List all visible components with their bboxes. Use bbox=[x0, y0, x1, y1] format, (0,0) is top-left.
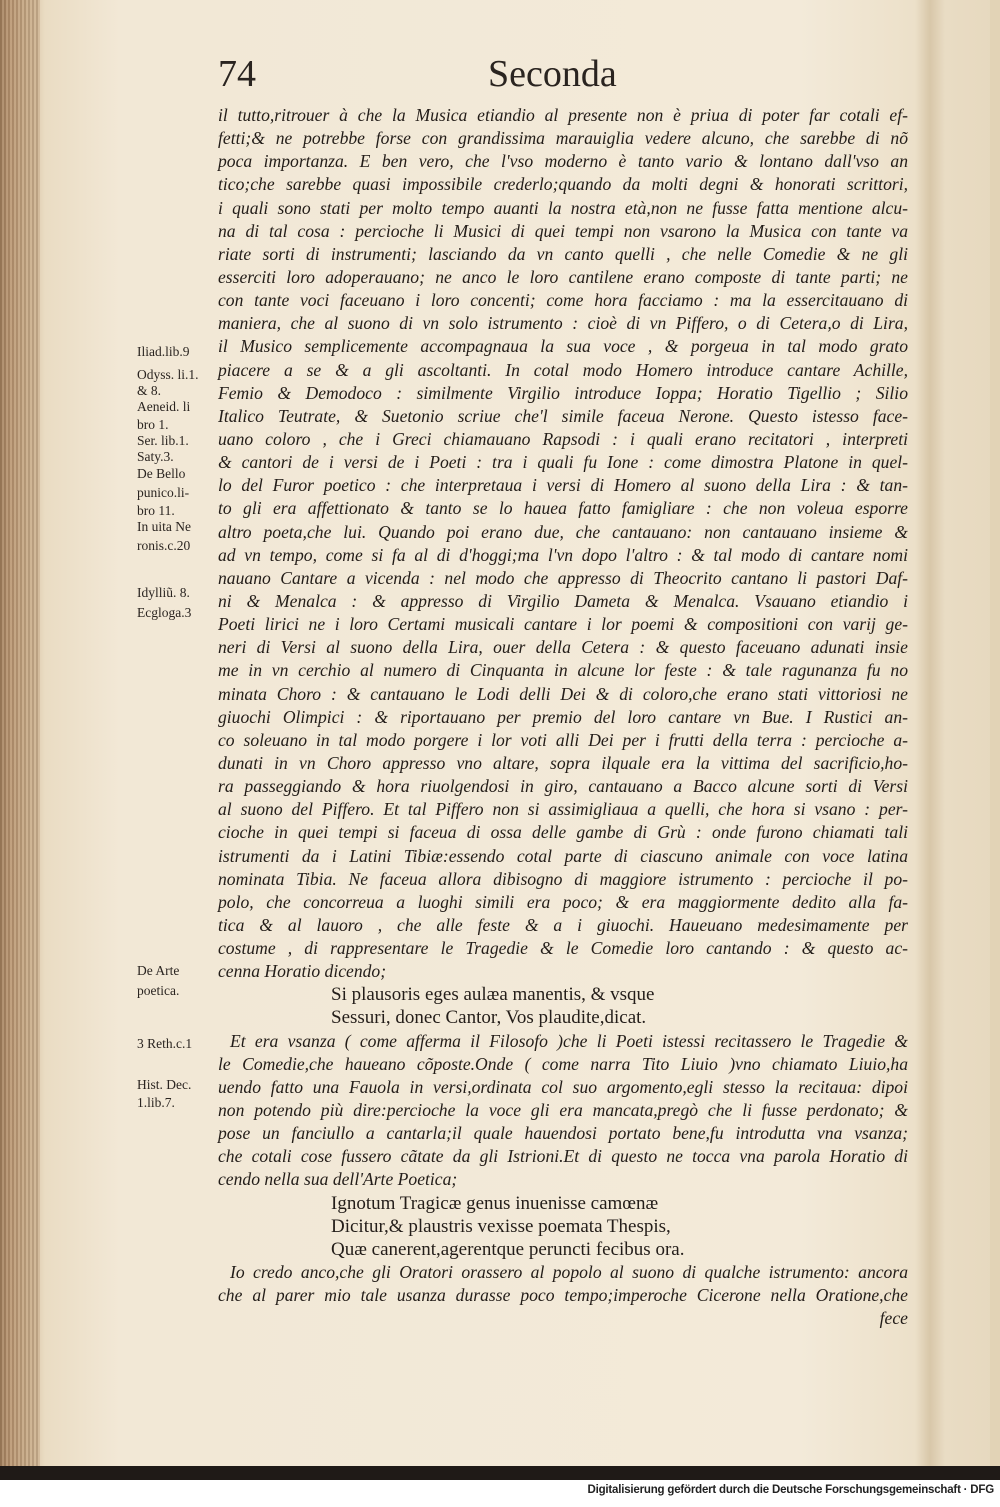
marginal-note: De Bello bbox=[137, 466, 186, 481]
marginal-note: Iliad.lib.9 bbox=[137, 344, 190, 359]
verse-line: Ignotum Tragicæ genus inuenisse camœnæ bbox=[331, 1192, 659, 1214]
marginal-note: punico.li- bbox=[137, 485, 190, 500]
running-title: Seconda bbox=[488, 53, 617, 95]
text-line: to gli era affettionato & tanto se lo hauea fatto famigliare : che non voleua esporre bbox=[218, 498, 908, 519]
text-line: che al parer mio tale usanza durasse poco tempo;imperoche Cicerone nella Oratione,che bbox=[218, 1285, 908, 1306]
text-line: altro poeta,che lui. Quando poi erano due, che cantauano: non cantauano insieme & bbox=[218, 521, 908, 542]
marginal-note: & 8. bbox=[137, 383, 162, 398]
text-line: nauano Cantare a vicenda : nel modo che appresso di Theocrito cantano li pastori Daf- bbox=[218, 567, 908, 588]
text-line: pose un fanciullo a cantarla;il quale hauendosi portato bene,fu introdutta vna vsanza; bbox=[218, 1123, 908, 1144]
text-line: Poeti lirici ne i loro Certami musicali cantare i lor poemi & compositioni con varij ge- bbox=[218, 614, 908, 635]
text-line: me in vn cerchio al numero di Cinquanta in alcune lor feste : & tale ragunanza fu no bbox=[218, 660, 908, 681]
text-line: cendo nella sua dell'Arte Poetica; bbox=[218, 1169, 458, 1190]
marginal-note: Odyss. li.1. bbox=[137, 367, 199, 382]
text-line: lo del Furor poetico : che interpretaua i versi di Homero al suono della Lira : & tan- bbox=[218, 475, 908, 496]
text-line: Femio & Demodoco : similmente Virgilio introduce Ioppa; Horatio Tigellio ; Silio bbox=[218, 382, 908, 403]
running-head bbox=[218, 52, 908, 96]
adjacent-page-edge bbox=[990, 0, 1000, 1466]
text-line: neri di Versi al suono della Lira, ouer della Cetera : & questo faceuano adunati insie bbox=[218, 637, 908, 658]
text-line: esserciti loro adoperauano; ne anco le loro cantilene erano composte di tante parti; ne bbox=[218, 266, 908, 287]
text-line: cenna Horatio dicendo; bbox=[218, 961, 387, 982]
text-line: tica & al lauoro , che alle feste & a i giuochi. Haueuano medesimamente per bbox=[218, 914, 908, 935]
verse-line: Quæ canerent,agerentque peruncti fecibus ora. bbox=[331, 1238, 685, 1260]
text-line: ad vn tempo, come si fa al di d'hoggi;ma l'vn dopo l'altro : & tal modo di cantare nomi bbox=[218, 544, 908, 565]
text-line: dunati in vn Choro appresso vno altare, sopra ilquale era la vittima del sacrificio,ho- bbox=[218, 752, 908, 773]
text-line: non potendo più dire:percioche la voce gli era mancata,pregò che li fusse perdonato; & bbox=[218, 1100, 908, 1121]
marginal-note: ronis.c.20 bbox=[137, 538, 191, 553]
marginal-note: 1.lib.7. bbox=[137, 1095, 175, 1110]
text-line: fetti;& ne potrebbe forse con grandissima marauiglia vedere alcuno, che sarebbe di nõ bbox=[218, 128, 908, 149]
text-line: & cantori de i versi de i Poeti : tra i quali fu Ione : come dimostra Platone in quel- bbox=[218, 452, 908, 473]
text-line: uendo fatto una Fauola in versi,ordinata col suo argomento,egli stesso la recitaua: dipoi bbox=[218, 1076, 908, 1097]
text-line: polo, che concorreua a luoghi simili era poco; & era maggiormente dedito alla fa- bbox=[218, 891, 908, 912]
text-line: ra passeggiando & hora riuolgendosi in giro, cantauano a Bacco alcune sorti di Versi bbox=[218, 776, 908, 797]
text-line: nominata Tibia. Ne faceua allora dibisogno di maggiore istrumento : percioche il po- bbox=[218, 868, 908, 889]
marginal-note: Ecgloga.3 bbox=[137, 605, 192, 620]
text-line: fece bbox=[879, 1308, 908, 1329]
marginal-note: Saty.3. bbox=[137, 449, 174, 464]
marginal-note: bro 1. bbox=[137, 417, 169, 432]
marginal-note: Idylliũ. 8. bbox=[137, 585, 190, 600]
verse-line: Si plausoris eges aulæa manentis, & vsque bbox=[331, 984, 655, 1006]
text-line: le Comedie,che haueano cõposte.Onde ( come narra Tito Liuio )vno chiamato Liuio,ha bbox=[218, 1053, 908, 1074]
marginal-note: Ser. lib.1. bbox=[137, 433, 189, 448]
text-line: poca importanza. E ben vero, che l'vso moderno è tanto vario & lontano dall'vso an bbox=[218, 151, 908, 172]
marginal-note: Aeneid. li bbox=[137, 399, 191, 414]
text-line: maniera, che al suono di vn solo istrumento : cioè di vn Piffero, o di Cetera,o di Lira, bbox=[218, 313, 908, 334]
text-line: il Musico semplicemente accompagnaua la sua voce , & porgeua in tal modo grato bbox=[218, 336, 908, 357]
verse-line: Sessuri, donec Cantor, Vos plaudite,dicat. bbox=[331, 1007, 647, 1029]
text-line: na di tal cosa : percioche li Musici di quei tempi non vsarono la Musica con tante va bbox=[218, 220, 908, 241]
text-line: minata Choro : & cantauano le Lodi delli Dei & di coloro,che erano stati vittoriosi ne bbox=[218, 683, 908, 704]
marginal-note: In uita Ne bbox=[137, 519, 191, 534]
text-line: riate sorti di instrumenti; lasciando da vn canto quelli , che nelle Comedie & ne gli bbox=[218, 243, 908, 264]
book-fore-edge bbox=[0, 0, 40, 1478]
text-line: Italico Teutrate, & Suetonio scriue che'l simile faceua Nerone. Questo istesso face- bbox=[218, 405, 908, 426]
text-line: i quali sono stati per molto tempo auanti la nostra età,non ne fusse fatta mentione alcu- bbox=[218, 197, 908, 218]
text-line: ni & Menalca : & appresso di Virgilio Dameta & Menalca. Vsauano etiandio i bbox=[218, 590, 908, 611]
verse-line: Dicitur,& plaustris vexisse poemata Thespis, bbox=[331, 1215, 671, 1237]
text-line: che cotali cose fussero cãtate da gli Istrioni.Et di questo ne tocca vna parola Horatio di bbox=[218, 1146, 908, 1167]
text-line: giuochi Olimpici : & riportauano per premio del loro cantare vn Bue. I Rustici an- bbox=[218, 706, 908, 727]
text-line: uano coloro , che i Greci chiamauano Rapsodi : i quali erano recitatori , interpreti bbox=[218, 428, 908, 449]
text-line: con tante voci faceuano i loro concenti; come hora facciamo : ma la essercitauano di bbox=[218, 290, 908, 311]
text-line: al suono del Piffero. Et tal Piffero non si assimigliaua a quelli, che hora si vsano : per- bbox=[218, 799, 908, 820]
marginal-note: poetica. bbox=[137, 983, 180, 998]
marginal-note: 3 Reth.c.1 bbox=[137, 1036, 193, 1051]
text-line: Et era vsanza ( come afferma il Filosofo )che li Poeti istessi recitassero le Tragedie & bbox=[230, 1030, 908, 1051]
marginal-note: De Arte bbox=[137, 963, 180, 978]
text-line: co soleuano in tal modo porgere i lor voti alli Dei per i frutti della terra : percioche a- bbox=[218, 729, 908, 750]
body-text bbox=[218, 104, 908, 1330]
text-line: Io credo anco,che gli Oratori orassero al popolo al suono di qualche istrumento: ancora bbox=[230, 1262, 908, 1283]
text-line: piacere a se & a gli ascoltanti. In cotal modo Homero introduce cantare Achille, bbox=[218, 359, 908, 380]
marginal-note: Hist. Dec. bbox=[137, 1077, 192, 1092]
text-line: costume , di rappresentare le Tragedie & le Comedie loro cantando : & questo ac- bbox=[218, 938, 908, 959]
text-line: istrumenti da i Latini Tibiæ:essendo cotal parte di ciascuno animale con voce latina bbox=[218, 845, 908, 866]
marginal-note: bro 11. bbox=[137, 503, 175, 518]
digitization-credit: Digitalisierung gefördert durch die Deutsche Forschungsgemeinschaft · DFG bbox=[587, 1484, 994, 1496]
scan-bottom-border bbox=[0, 1466, 1000, 1480]
text-line: tico;che sarebbe quasi impossibile crederlo;quando da molti degni & honorati scrittori, bbox=[218, 174, 908, 195]
text-line: cioche in quei tempi si faceua di ossa delle gambe di Grù : onde furono chiamati tali bbox=[218, 822, 908, 843]
page-number: 74 bbox=[218, 53, 256, 95]
text-line: il tutto,ritrouer à che la Musica etiandio al presente non è priua di poter far cotali ef- bbox=[218, 105, 908, 125]
